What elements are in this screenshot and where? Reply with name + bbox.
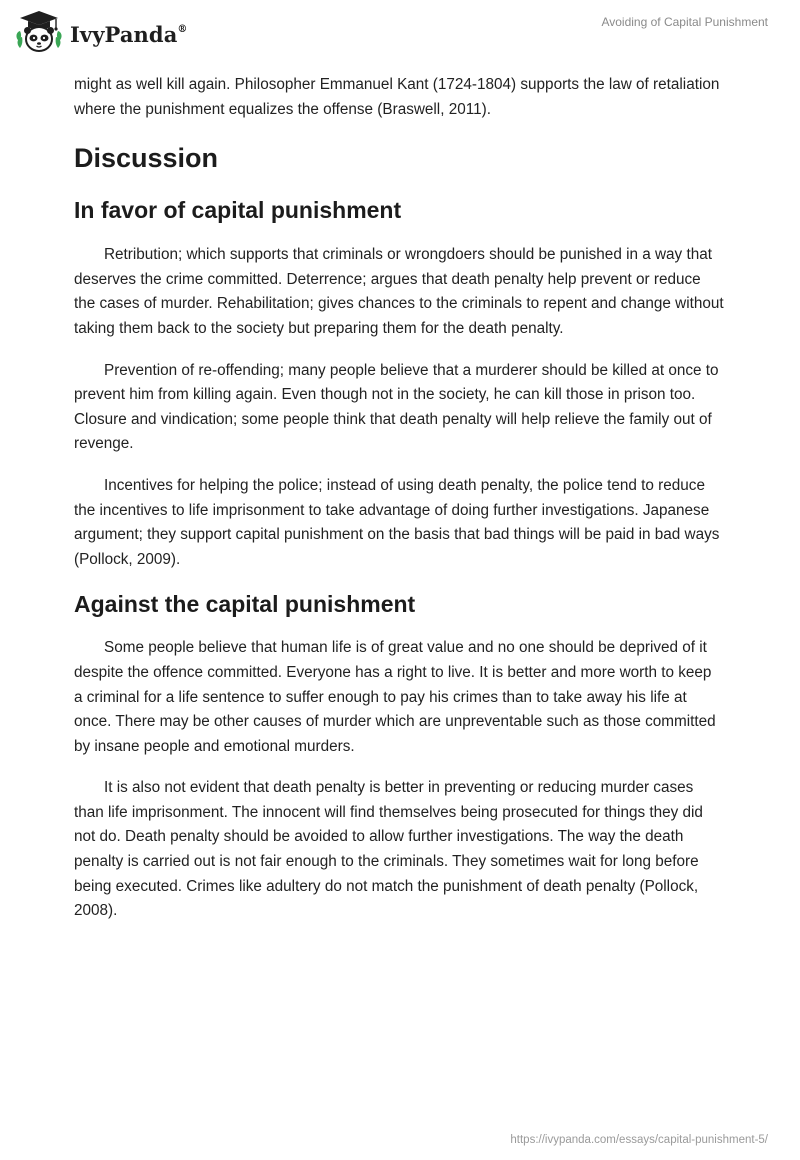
intro-paragraph: might as well kill again. Philosopher Emmanuel Kant (1724-1804) supports the law of retaliation where the punishment equalizes the offense (Braswell, 2011).	[74, 76, 720, 118]
against-paragraph-2: It is also not evident that death penalty is better in preventing or reducing murder cases than life imprisonment. The innocent will find themselves being prosecuted for things they did not do. Death penalty should be avoided to allow further investigations. The way the death penalty is carried out is not fair enough to the criminals. They sometimes wait for long before being executed. Crimes like adultery do not match the punishment of death penalty (Pollock, 2008).	[74, 779, 703, 920]
brand-text: IvyPanda	[70, 21, 178, 47]
running-title: Avoiding of Capital Punishment	[601, 15, 768, 29]
favor-paragraph-3: Incentives for helping the police; instead of using death penalty, the police tend to reduce the incentives to life imprisonment to take advantage of doing further investigations. Japanese argument; they support capital punishment on the basis that bad things will be paid in bad ways (Pollock, 2009).	[74, 476, 720, 568]
favor-paragraph-1: Retribution; which supports that criminals or wrongdoers should be punished in a way that deserves the crime committed. Deterrence; argues that death penalty help prevent or reduce the cases of murder. Rehabilitation; gives chances to the criminals to repent and change without taking them back to the society but preparing them for the death penalty.	[74, 246, 724, 337]
against-paragraph-1: Some people believe that human life is of great value and no one should be deprived of it despite the offence committed. Everyone has a right to live. It is better and more worth to keep a criminal for a life sentence to suffer enough to pay his crimes than to take away his life at once. There may be other causes of murder which are unpreventable such as those committed by insane people and emotional murders.	[74, 639, 716, 755]
page-header	[0, 0, 800, 70]
brand-name	[70, 22, 188, 47]
panda-graduate-icon	[14, 8, 64, 58]
registered-mark: ®	[177, 23, 188, 35]
against-heading: Against the capital punishment	[74, 591, 416, 618]
favor-paragraph-2: Prevention of re-offending; many people believe that a murderer should be killed at once to prevent him from killing again. Even though not in the society, he can kill those in prison too. Closure and vindication; some people think that death penalty will help relieve the family out of revenge.	[74, 361, 719, 453]
ivypanda-logo[interactable]	[14, 8, 188, 58]
source-url[interactable]: https://ivypanda.com/essays/capital-punishment-5/	[510, 1134, 768, 1146]
discussion-heading: Discussion	[74, 143, 219, 174]
essay-content	[74, 73, 724, 924]
favor-heading: In favor of capital punishment	[74, 197, 402, 224]
